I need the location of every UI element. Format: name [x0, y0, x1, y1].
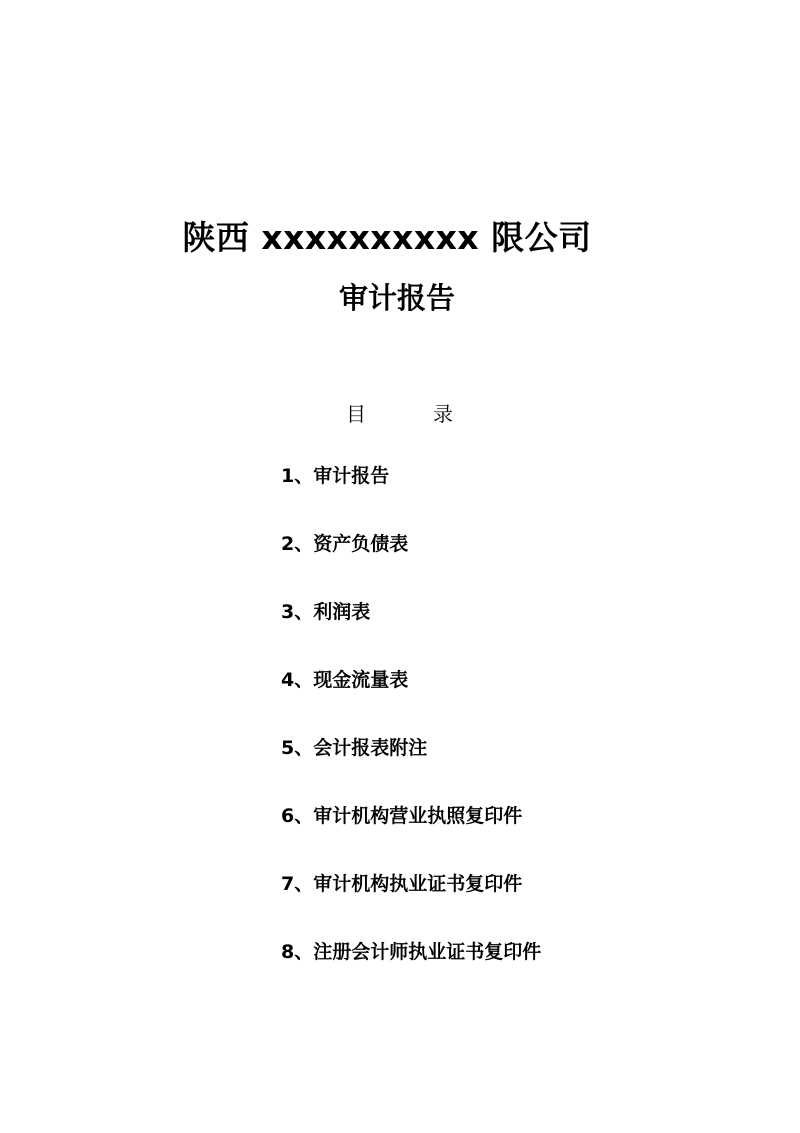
company-title: 陕西 xxxxxxxxxx 限公司 [182, 218, 592, 257]
toc-heading-char-1: 目 [346, 402, 366, 426]
toc-item-label: 审计机构执业证书复印件 [313, 873, 523, 895]
toc-item-notes [281, 734, 761, 802]
toc-heading-char-2: 录 [433, 402, 453, 426]
toc-item-practice-certificate [281, 870, 761, 938]
toc-item-cpa-certificate [281, 938, 761, 1006]
report-title: 审计报告 [338, 281, 455, 315]
toc-item-cash-flow [281, 666, 761, 734]
toc-item-audit-report [281, 462, 761, 530]
toc-item-income-statement [281, 598, 761, 666]
toc-item-number: 6、 [281, 805, 314, 827]
table-of-contents [281, 462, 761, 1006]
toc-item-label: 资产负债表 [313, 533, 409, 555]
toc-item-number: 1、 [281, 465, 314, 487]
toc-item-number: 8、 [281, 941, 314, 963]
toc-item-label: 利润表 [313, 601, 371, 623]
toc-item-label: 会计报表附注 [313, 737, 428, 759]
toc-item-number: 5、 [281, 737, 314, 759]
toc-item-label: 审计报告 [313, 465, 390, 487]
toc-item-number: 7、 [281, 873, 314, 895]
toc-item-number: 4、 [281, 669, 314, 691]
toc-item-number: 2、 [281, 533, 314, 555]
toc-item-label: 现金流量表 [313, 669, 409, 691]
toc-item-label: 注册会计师执业证书复印件 [313, 941, 542, 963]
toc-heading [346, 398, 466, 426]
toc-item-business-license [281, 802, 761, 870]
toc-item-label: 审计机构营业执照复印件 [313, 805, 523, 827]
toc-item-balance-sheet [281, 530, 761, 598]
toc-item-number: 3、 [281, 601, 314, 623]
